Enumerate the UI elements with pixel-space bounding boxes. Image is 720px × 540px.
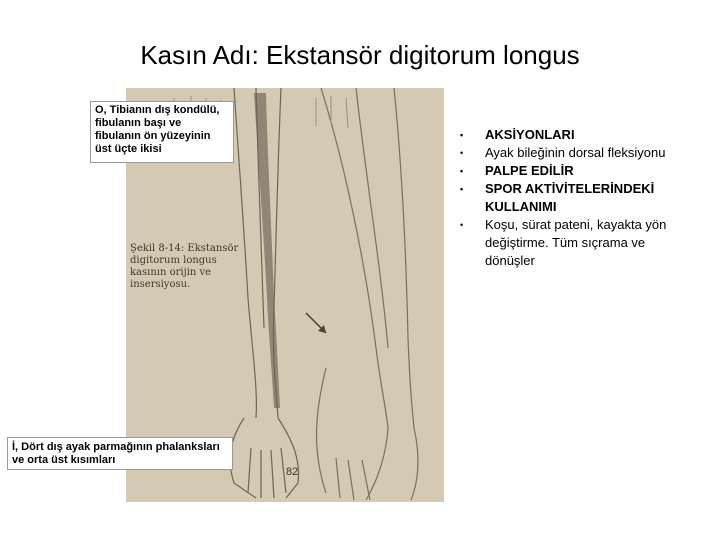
bullet-palpable: • PALPE EDİLİR bbox=[460, 162, 680, 180]
bullet-dorsal-flexion: • Ayak bileğinin dorsal fleksiyonu bbox=[460, 144, 680, 162]
figure-caption: Şekil 8-14: Ekstansör digitorum longus kasının orijin ve insersiyosu. bbox=[130, 243, 239, 290]
insertion-callout: İ, Dört dış ayak parmağının phalanksları ve orta üst kısımları bbox=[7, 437, 233, 470]
bullet-actions: • AKSİYONLARI bbox=[460, 126, 680, 144]
origin-callout: O, Tibianın dış kondülü, fibulanın başı ve fibulanın ön yüzeyinin üst üçte ikisi bbox=[90, 101, 234, 163]
bullet-sport-use: • SPOR AKTİVİTELERİNDEKİ KULLANIMI bbox=[460, 180, 680, 216]
figure-page-number: 82 bbox=[286, 466, 299, 478]
bullet-sport-examples: • Koşu, sürat pateni, kayakta yön değiştirme. Tüm sıçrama ve dönüşler bbox=[460, 216, 680, 270]
bullet-list bbox=[460, 126, 680, 270]
page-title: Kasın Adı: Ekstansör digitorum longus bbox=[140, 40, 580, 70]
